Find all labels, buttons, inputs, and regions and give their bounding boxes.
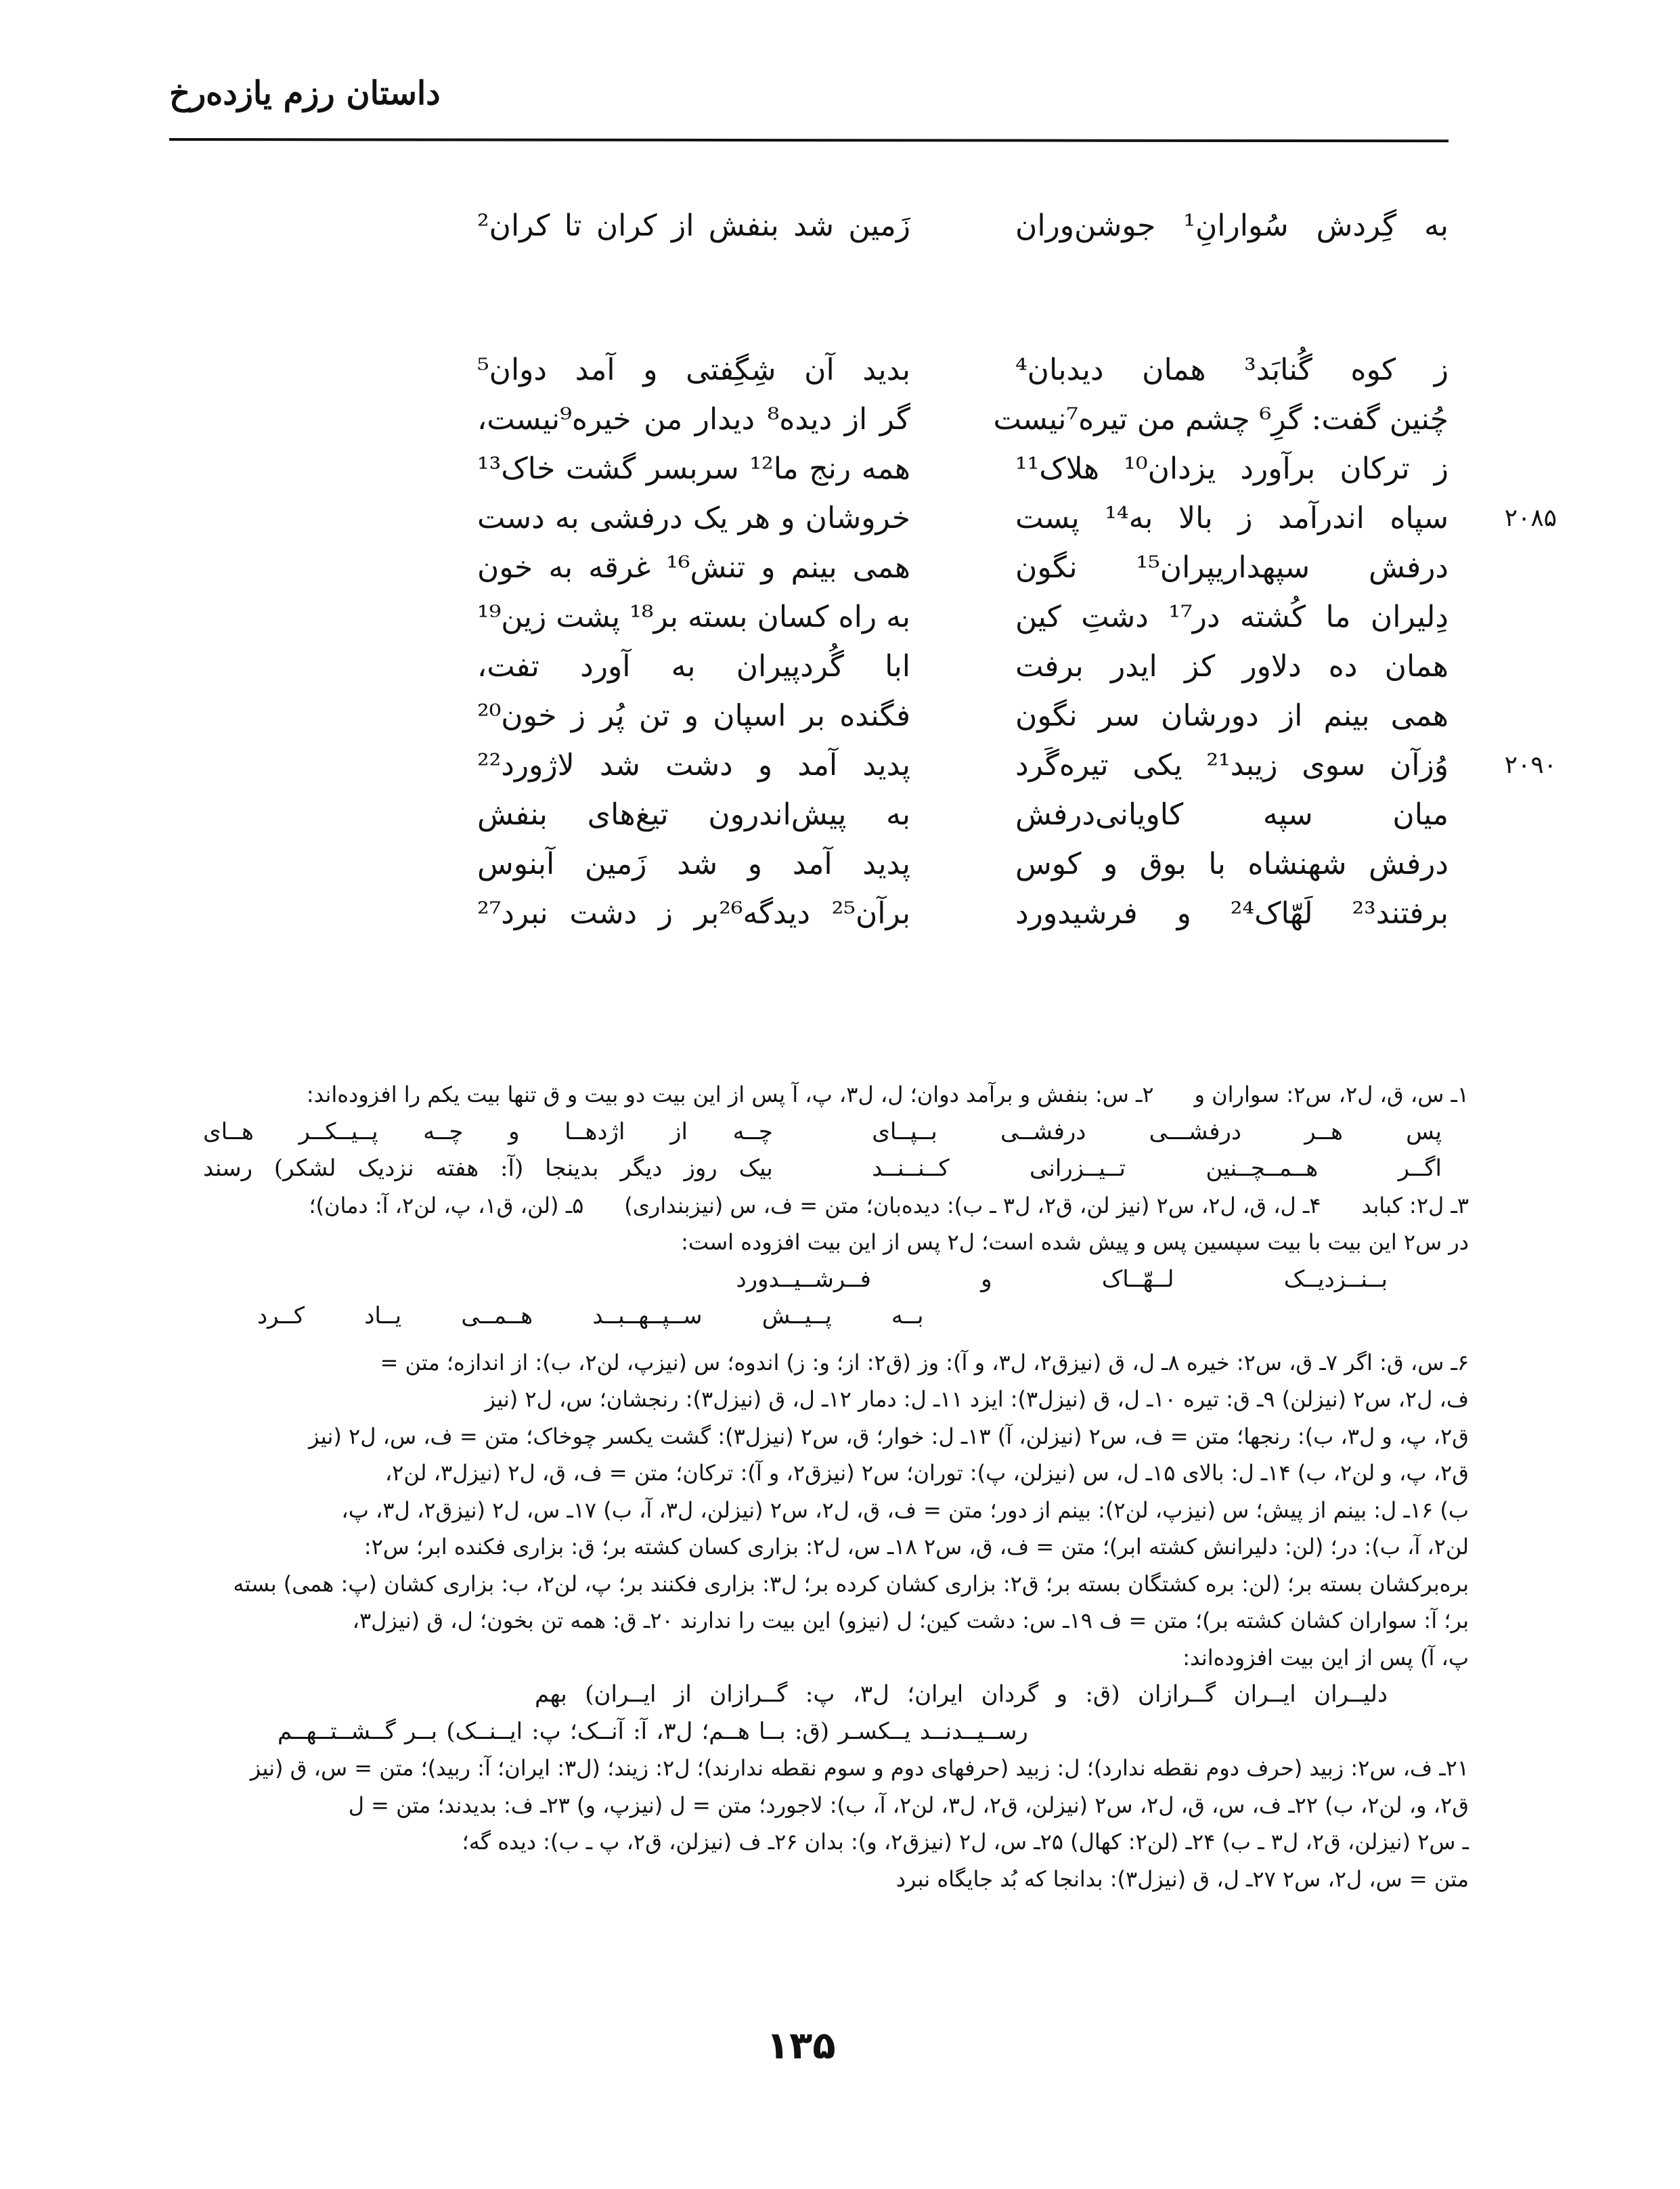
first-hemistich: ز کوه گُنابَد³ همان دیدبان⁴	[1015, 353, 1449, 387]
footnote-line: پ، آ) پس از این بیت افزوده‌اند:	[1182, 1644, 1469, 1671]
second-hemistich: به راه کسان بسته بر¹⁸ پشت زین¹⁹	[477, 600, 910, 634]
verse-number: ۲۰۸۵	[1504, 504, 1557, 532]
couplet	[298, 545, 1449, 594]
couplet	[298, 792, 1449, 841]
couplet	[298, 446, 1449, 495]
added-hemistich-line	[203, 1713, 1469, 1750]
first-hemistich: همان ده دلاور کز ایدر برفت	[1015, 649, 1449, 684]
footnote-line: متن = س، ل۲، س۲ ۲۷ـ ل، ق (نیزل۳): بدانجا که بُد جایگاه نبرد	[896, 1865, 1469, 1892]
added-hemistich: بــه پــیــش ســپــهــبــد هــمــی یــاد کــرد	[257, 1302, 924, 1329]
footnote: ۴ـ ل، ق، ل۲، س۲ (نیز لن، ق۲، ل۳ ـ ب): دیده‌بان؛ متن = ف، س (نیزبنداری)	[624, 1192, 1321, 1218]
added-hemistich-line	[203, 1676, 1469, 1713]
footnote-line: ق۲، پ، و لن۲، ب) ۱۴ـ ل: بالای ۱۵ـ ل، س (نیزلن، پ): توران؛ س۲ (نیزق۲، و آ): ترکان؛ متن = ف، ق، ل۲ (نیزل۳، لن۲،	[384, 1460, 1469, 1486]
footnote-line: در س۲ این بیت با بیت سپسین پس و پیش شده است؛ ل۲ پس از این بیت افزوده است:	[681, 1229, 1469, 1255]
running-title: داستان رزم یازده‌رخ	[169, 74, 441, 112]
first-hemistich: سپاه اندرآمد ز بالا به¹⁴ پست	[1015, 501, 1449, 535]
footnote-line: ـ س۲ (نیزلن، ق۲، ل۳ ـ ب) ۲۴ـ (لن۲: کهال) ۲۵ـ س، ل۲ (نیزق۲، و): بدان ۲۶ـ ف (نیزلن، ق۲، پ ـ ب): دیده گه؛	[462, 1829, 1469, 1855]
header-rule	[169, 138, 1449, 142]
second-hemistich: به پیش‌اندرون تیغ‌های بنفش	[477, 797, 910, 832]
first-hemistich: چُنین گفت: گرِ⁶ چشم من تیره⁷نیست	[993, 402, 1449, 437]
couplet	[298, 743, 1557, 792]
added-hemistich: بــنــزدیــک لــهّــاک و فــرشــیــدورد	[736, 1265, 1388, 1293]
couplet	[298, 644, 1449, 693]
first-hemistich: میان سپه کاویانی‌درفش	[1015, 797, 1449, 832]
added-hemistich: دلیــران ایــران گــرازان (ق: و گردان ایران؛ ل۳، پ: گــرازان از ایــران) بهم	[535, 1681, 1388, 1708]
couplet	[298, 347, 1449, 397]
footnote-line: لن۲، آ، ب): در؛ (لن: دلیرانش کشته ابر)؛ متن = ف، ق، س۲ ۱۸ـ س، ل۲: بزاری کسان کشته بر؛ ق: بزاری فکنده ابر؛ س۲:	[363, 1534, 1469, 1560]
added-hemistich: رســیــدنــد یــکسـر (ق: بــا هــم؛ ل۳، آ: آنــک؛ پ: ایــنــک) بــر گــشــتــهــم	[278, 1717, 1028, 1745]
footnote-line: بر؛ آ: سواران کشان کشته بر)؛ متن = ف ۱۹ـ س: دشت کین؛ ل (نیزو) این بیت را ندارند ۲۰ـ ق: همه تن بخون؛ ل، ق (نیزل۳،	[352, 1608, 1469, 1633]
second-hemistich: زَمین شد بنفش از کران تا کران²	[477, 208, 910, 243]
first-hemistich: دِلیران ما کُشته در¹⁷ دشتِ کین	[1015, 600, 1449, 634]
footnote: ۵ـ (لن، ق۱، پ، لن۲، آ: دمان)؛	[309, 1192, 584, 1218]
couplet	[298, 203, 1449, 252]
first-hemistich: برفتند²³ لَهّاک²⁴ و فرشیدورد	[1015, 896, 1449, 931]
second-hemistich: پدید آمد و شد زَمین آبنوس	[477, 847, 910, 881]
footnotes-section	[203, 1076, 1469, 1897]
footnote-line	[203, 1187, 1469, 1224]
footnote-line: بره‌برکشان بسته بر؛ (لن: بره کشتگان بسته بر؛ ق۲: بزاری کشان کرده بر؛ ل۳: بزاری فکنند بر؛ پ، لن۲، ب: بزاری کشان (پ: همی) بسته	[233, 1570, 1469, 1597]
added-hemistich: بیک روز دیگر بدینجا (آ: هفته نزدیک لشکر) رسند	[203, 1155, 773, 1182]
second-hemistich: فگنده بر اسپان و تن پُر ز خون²⁰	[477, 699, 910, 733]
footnote: ۳ـ ل۲: کبابد	[1361, 1192, 1469, 1218]
footnote: ۱ـ س، ق، ل۲، س۲: سواران و	[1194, 1082, 1469, 1107]
added-couplet	[203, 1150, 1469, 1187]
first-hemistich: همی بینم از دورشان سر نگون	[1015, 699, 1449, 733]
second-hemistich: پدید آمد و دشت شد لاژورد²²	[477, 748, 910, 782]
couplet	[298, 693, 1449, 743]
footnote-line: ۲۱ـ ف، س۲: زبید (حرف دوم نقطه ندارد)؛ ل: زبید (حرفهای دوم و سوم نقطه ندارند)؛ ل۲: زیند؛ (ل۳: ایران؛ آ: ربید)؛ متن = س، ق (نیز	[250, 1755, 1469, 1781]
added-hemistich: پس هــر درفشـــی درفشــی بــپــای	[872, 1118, 1442, 1145]
first-hemistich: ز ترکان برآورد یزدان¹⁰ هلاک¹¹	[1015, 451, 1449, 486]
second-hemistich: بدید آن شِگِفتی و آمد دوان⁵	[477, 353, 910, 387]
footnote-line: ق۲، پ، و ل۳، ب): رنجها؛ متن = ف، س۲ (نیزلن، آ) ۱۳ـ ل: خوار؛ ق، س۲ (نیزل۳): گشت یکسر چوخاک؛ متن = ف، س، ل۲ (نیز	[309, 1423, 1469, 1449]
verse-section	[298, 203, 1557, 940]
added-couplet	[203, 1113, 1469, 1151]
couplet	[298, 891, 1449, 940]
footnote-line: ف، ل۲، س۲ (نیزلن) ۹ـ ق: تیره ۱۰ـ ل، ق (نیزل۳): ایزد ۱۱ـ ل: دمار ۱۲ـ ل، ق (نیزل۳): رنجشان؛ س، ل۲ (نیز	[485, 1386, 1469, 1412]
added-hemistich: چــه از اژدهــا و چــه پــیــکــر هــای	[203, 1118, 773, 1145]
first-hemistich: به گِردش سُوارانِ¹ جوشن‌وران	[1015, 208, 1449, 243]
added-hemistich: اگــر هــمــچــنین تــیــزرانی کــنــنــد	[872, 1155, 1442, 1182]
footnote-line: ق۲، و، لن۲، ب) ۲۲ـ ف، س، ق، ل۲، س۲ (نیزلن، ق۲، ل۳، لن۲، آ، ب): لاجورد؛ متن = ل (نیزپ، و) ۲۳ـ ف: بدیدند؛ متن = ل	[348, 1792, 1469, 1818]
first-hemistich: درفش شهنشاه با بوق و کوس	[1015, 847, 1449, 881]
footnote-line: ب) ۱۶ـ ل: بینم از پیش؛ س (نیزپ، لن۲): بینم از دور؛ متن = ف، ق، ل۲، س۲ (نیزلن، ل۳، آ، ب) ۱۷ـ س، ل۲ (نیزق۲، ل۳، پ،	[341, 1497, 1469, 1523]
first-hemistich: وُزآن سوی زیبد²¹ یکی تیره‌گَرد	[1015, 748, 1449, 782]
couplet	[298, 397, 1449, 446]
second-hemistich: همه رنج ما¹² سربسر گشت خاک¹³	[477, 451, 910, 486]
second-hemistich: برآن²⁵ دیدگه²⁶بر ز دشت نبرد²⁷	[477, 896, 910, 931]
couplet	[298, 495, 1557, 545]
couplet	[298, 841, 1449, 891]
footnote: ۲ـ س: بنفش و برآمد دوان؛ ل، ل۳، پ، آ پس از این بیت دو بیت و ق تنها بیت یکم را افزوده‌اند:	[306, 1082, 1154, 1107]
added-hemistich-line	[203, 1298, 1469, 1335]
verse-number: ۲۰۹۰	[1504, 751, 1557, 779]
couplet	[298, 594, 1449, 644]
second-hemistich: گر از دیده⁸ دیدار من خیره⁹نیست،	[477, 402, 910, 437]
second-hemistich: همی بینم و تنش¹⁶ غرقه به خون	[477, 550, 910, 585]
footnote-line	[203, 1076, 1469, 1113]
second-hemistich: خروشان و هر یک درفشی به دست	[477, 501, 910, 535]
first-hemistich: درفش سپهداریپران¹⁵ نگون	[1015, 550, 1449, 585]
footnote-line: ۶ـ س، ق: اگر ۷ـ ق، س۲: خیره ۸ـ ل، ق (نیزق۲، ل۳، و آ): وز (ق۲: از؛ و: ز) اندوه؛ س (نیزپ، لن۲، ب): از اندازه؛ متن =	[380, 1349, 1469, 1375]
added-hemistich-line	[203, 1261, 1469, 1298]
page-number: ۱۳۵	[766, 2024, 836, 2068]
second-hemistich: ابا گُردپیران به آورد تفت،	[477, 649, 910, 684]
